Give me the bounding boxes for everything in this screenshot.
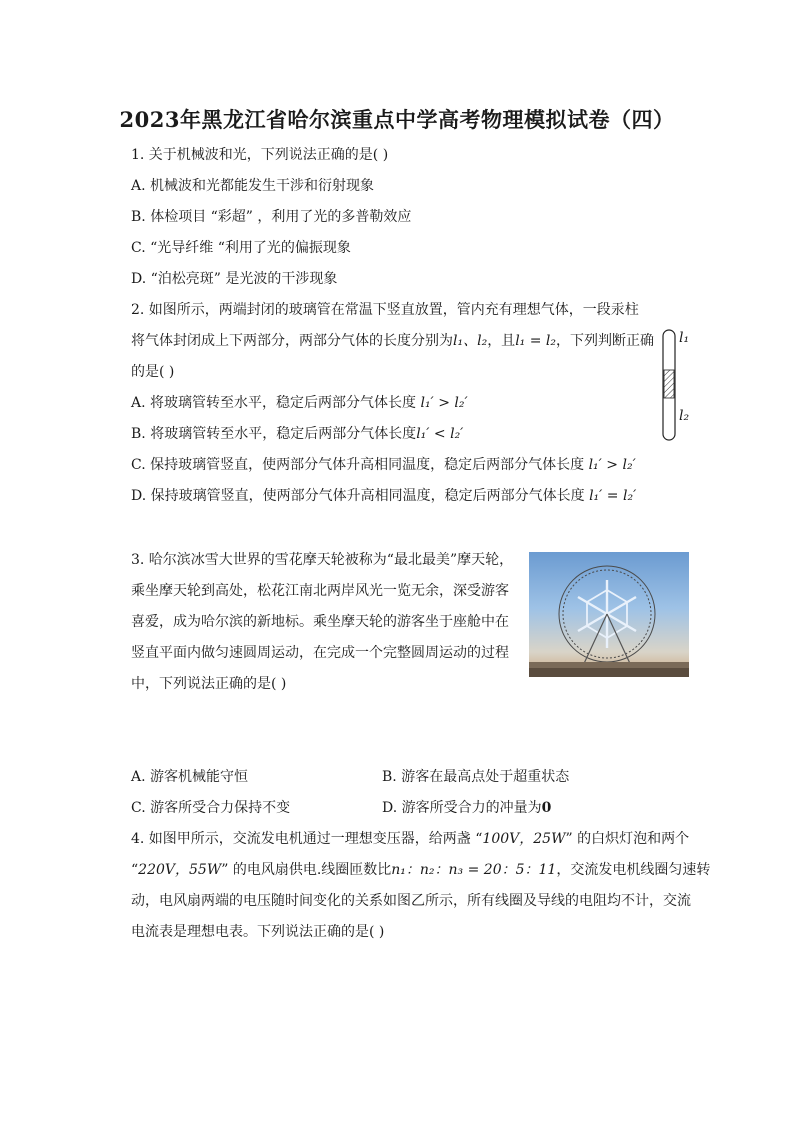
q2-stem-text: ，且 <box>487 333 516 349</box>
q4-stem-line1 <box>131 829 689 849</box>
q2-option-b <box>131 424 463 444</box>
q2-option-a <box>131 393 468 413</box>
q4-turns-ratio: n₁：n₂：n₃ = 20：5：11 <box>391 862 557 878</box>
q2-option-d-text: D. 保持玻璃管竖直，使两部分气体升高相同温度，稳定后两部分气体长度 <box>131 488 585 504</box>
q2-glass-tube-figure <box>655 328 700 443</box>
q2-figure-label-l2: l₂ <box>679 408 690 424</box>
q2-stem-line1: 2. 如图所示，两端封闭的玻璃管在常温下竖直放置，管内充有理想气体，一段汞柱 <box>131 302 639 318</box>
q2-option-c-math: l₁′ > l₂′ <box>588 457 636 473</box>
q3-stem-line2: 乘坐摩天轮到高处，松花江南北两岸风光一览无余，深受游客 <box>131 583 509 599</box>
q3-option-d-math: 0 <box>541 800 552 816</box>
q3-option-c: C. 游客所受合力保持不变 <box>131 800 291 816</box>
q3-stem-line5: 中，下列说法正确的是( ) <box>131 676 287 692</box>
q2-stem-text: ，下列判断正确 <box>556 333 654 349</box>
ferris-wheel-photo <box>529 552 689 677</box>
q3-stem-line3: 喜爱，成为哈尔滨的新地标。乘坐摩天轮的游客坐于座舱中在 <box>131 614 509 630</box>
q2-stem-line2 <box>131 331 654 351</box>
q4-stem-line2 <box>131 860 710 880</box>
q4-stem-line3: 动，电风扇两端的电压随时间变化的关系如图乙所示，所有线圈及导线的电阻均不计，交流 <box>131 893 691 909</box>
q1-option-d: D. “泊松亮斑” 是光波的干涉现象 <box>131 271 338 287</box>
q2-option-a-text: A. 将玻璃管转至水平，稳定后两部分气体长度 <box>131 395 417 411</box>
q2-length-equation: l₁ = l₂ <box>515 333 556 349</box>
q2-option-c <box>131 455 636 475</box>
q2-option-a-math: l₁′ > l₂′ <box>420 395 468 411</box>
q4-stem-text: ，交流发电机线圈匀速转 <box>556 862 711 878</box>
q4-fan-rating: 220V，55W <box>138 862 222 878</box>
q1-stem: 1. 关于机械波和光，下列说法正确的是( ) <box>131 147 389 163</box>
q2-figure-label-l1: l₁ <box>679 330 690 346</box>
q4-stem-text: ” 的白炽灯泡和两个 <box>565 831 690 847</box>
q2-option-d-math: l₁′ = l₂′ <box>589 488 637 504</box>
q3-stem-line4: 竖直平面内做匀速圆周运动，在完成一个完整圆周运动的过程 <box>131 645 509 661</box>
q4-stem-text: 4. 如图甲所示，交流发电机通过一理想变压器，给两盏 “ <box>131 831 483 847</box>
q4-stem-line4: 电流表是理想电表。下列说法正确的是( ) <box>131 924 385 940</box>
q4-stem-text: ” 的电风扇供电.线圈匝数比 <box>221 862 392 878</box>
q2-option-b-math: l₁′ < l₂′ <box>416 426 464 442</box>
q1-option-c: C. “光导纤维 “利用了光的偏振现象 <box>131 240 351 256</box>
q3-option-a: A. 游客机械能守恒 <box>131 769 249 785</box>
q2-option-b-text: B. 将玻璃管转至水平，稳定后两部分气体长度 <box>131 426 417 442</box>
page-title: 2023年黑龙江省哈尔滨重点中学高考物理模拟试卷（四） <box>119 107 675 132</box>
q4-lamp-rating: 100V，25W <box>482 831 566 847</box>
q3-option-d <box>382 798 551 818</box>
q3-stem-line1: 3. 哈尔滨冰雪大世界的雪花摩天轮被称为“最北最美”摩天轮， <box>131 552 514 568</box>
q3-option-b: B. 游客在最高点处于超重状态 <box>382 769 570 785</box>
q2-stem-line3: 的是( ) <box>131 364 175 380</box>
q2-length-symbols: l₁、l₂ <box>453 333 488 349</box>
q3-option-d-text: D. 游客所受合力的冲量为 <box>382 800 542 816</box>
q2-option-d <box>131 486 636 506</box>
q2-option-c-text: C. 保持玻璃管竖直，使两部分气体升高相同温度，稳定后两部分气体长度 <box>131 457 585 473</box>
q1-option-a: A. 机械波和光都能发生干涉和衍射现象 <box>131 178 375 194</box>
q1-option-b: B. 体检项目 “彩超” ，利用了光的多普勒效应 <box>131 209 412 225</box>
q2-stem-text: 将气体封闭成上下两部分，两部分气体的长度分别为 <box>131 333 453 349</box>
q4-stem-text: “ <box>131 862 139 878</box>
